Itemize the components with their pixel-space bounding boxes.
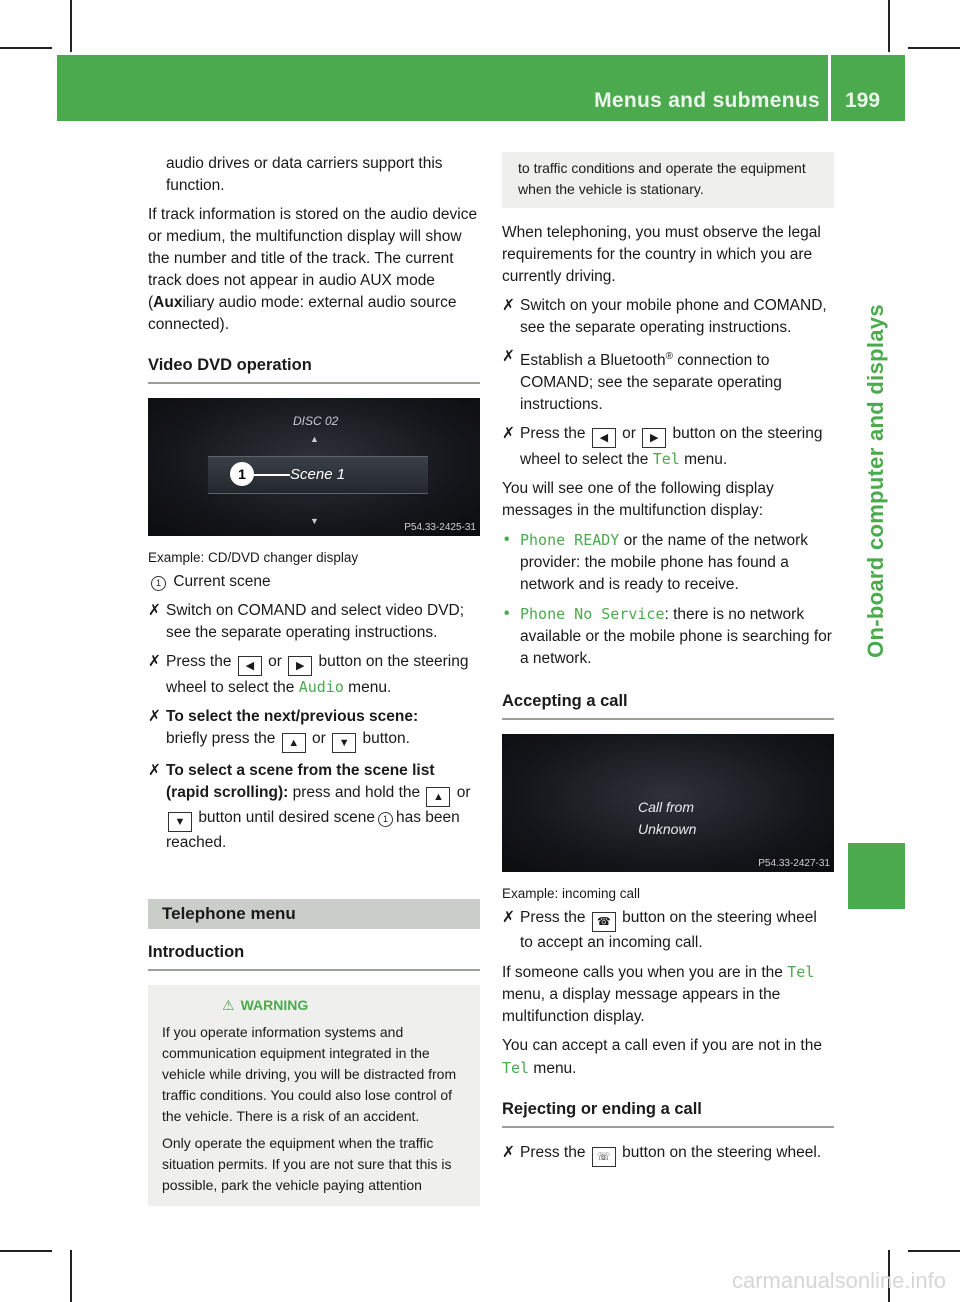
list-item: • Phone No Service: there is no network available or the mobile phone is searching for a network. xyxy=(504,605,832,668)
watermark: carmanualsonline.info xyxy=(731,1268,946,1293)
side-tab-marker xyxy=(848,843,905,909)
warning-text: If you operate information systems and communication equipment integrated in the vehicle while driving, you will be distracted from traffic conditions. You could also lose control of the vehicle. There is a risk of an accident. xyxy=(162,1024,457,1124)
step-arrow-icon: ✗ xyxy=(502,297,515,314)
right-button-icon: ▶ xyxy=(288,656,312,676)
right-button-icon: ▶ xyxy=(642,428,666,448)
paragraph: When telephoning, you must observe the legal requirements for the country in which you are currently driving. xyxy=(502,224,821,285)
step-arrow-icon: ✗ xyxy=(502,909,515,927)
step: ✗ Press the ◀ or ▶ button on the steering wheel to select the Tel menu. xyxy=(502,425,823,469)
caller-name: Unknown xyxy=(638,821,697,838)
side-tab xyxy=(848,121,905,841)
step-arrow-icon: ✗ xyxy=(502,425,515,443)
warning-text: Only operate the equipment when the traffic situation permits. If you are not sure that this is possible, park the vehicle paying attention xyxy=(162,1135,452,1193)
step: ✗ Switch on your mobile phone and COMAND, see the separate operating instructions. xyxy=(502,297,827,336)
image-reference: P54.33-2425-31 xyxy=(404,522,476,533)
up-button-icon: ▲ xyxy=(426,787,450,807)
call-from-label: Call from xyxy=(638,799,695,816)
crop-mark xyxy=(908,47,960,49)
page-title: Menus and submenus xyxy=(594,89,820,112)
side-tab-label: On-board computer and displays xyxy=(863,304,888,658)
section-telephone-menu: Telephone menu xyxy=(148,899,480,929)
callout-line xyxy=(254,474,290,476)
arrow-up-icon: ▲ xyxy=(310,434,319,444)
crop-mark xyxy=(0,47,52,49)
display-image-call xyxy=(502,734,834,872)
up-button-icon: ▲ xyxy=(282,733,306,753)
callout-marker-icon: 1 xyxy=(151,576,166,591)
step: ✗ To select the next/previous scene: briefly press the ▲ or ▼ button. xyxy=(148,706,480,753)
down-button-icon: ▼ xyxy=(332,733,356,753)
phone-end-button-icon: ☏ xyxy=(592,1147,616,1167)
down-button-icon: ▼ xyxy=(168,812,192,832)
paragraph: audio drives or data carriers support this function. xyxy=(166,155,443,194)
paragraph: You can accept a call even if you are not in the Tel menu. xyxy=(502,1037,822,1078)
disc-label: DISC 02 xyxy=(293,414,339,428)
scene-label: Scene 1 xyxy=(290,466,346,483)
step: ✗ Press the ☏ button on the steering wheel. xyxy=(502,1142,834,1167)
crop-mark xyxy=(888,0,890,52)
left-button-icon: ◀ xyxy=(238,656,262,676)
paragraph: You will see one of the following display messages in the multifunction display: xyxy=(502,480,774,520)
left-column xyxy=(148,153,480,1206)
caption: Example: CD/DVD changer display xyxy=(148,550,359,565)
step-arrow-icon: ✗ xyxy=(148,708,161,725)
right-column xyxy=(502,152,834,1174)
step: ✗ Press the ◀ or ▶ button on the steering wheel to select the Audio menu. xyxy=(148,653,469,696)
caption: Example: incoming call xyxy=(502,886,641,902)
image-reference: P54.33-2427-31 xyxy=(758,858,830,870)
step: ✗ Press the ☎ button on the steering wheel to accept an incoming call. xyxy=(502,909,817,952)
phone-accept-button-icon: ☎ xyxy=(592,912,616,932)
legend-item: 1 Current scene xyxy=(148,571,480,593)
step-arrow-icon: ✗ xyxy=(502,348,515,365)
header-separator xyxy=(828,55,831,121)
warning-heading: ⚠ WARNING xyxy=(222,997,309,1013)
heading-video-dvd: Video DVD operation xyxy=(148,354,480,384)
display-image-dvd xyxy=(148,398,480,536)
heading-rejecting-call: Rejecting or ending a call xyxy=(502,1098,834,1128)
crop-mark xyxy=(0,1250,52,1252)
warning-box-continued: to traffic conditions and operate the equipment when the vehicle is stationary. xyxy=(502,152,834,208)
paragraph: If track information is stored on the audio device or medium, the multifunction display will show the number and title of the track. The current track does not appear in audio AUX mode (Auxiliary audio mode: external audio source connected). xyxy=(148,206,478,333)
arrow-down-icon: ▼ xyxy=(310,516,319,526)
step-arrow-icon: ✗ xyxy=(148,653,161,670)
paragraph: If someone calls you when you are in the Tel menu, a display message appears in the multifunction display. xyxy=(502,963,815,1026)
crop-mark xyxy=(908,1250,960,1252)
crop-mark xyxy=(70,0,72,52)
page-number: 199 xyxy=(845,89,881,112)
crop-mark xyxy=(70,1250,72,1302)
callout-marker-icon: 1 xyxy=(378,812,393,827)
warning-box xyxy=(148,985,480,1206)
step: ✗ Switch on COMAND and select video DVD; see the separate operating instructions. xyxy=(148,602,465,641)
left-button-icon: ◀ xyxy=(592,428,616,448)
bullet-icon: • xyxy=(504,605,510,623)
bullet-icon: • xyxy=(504,531,510,549)
callout-marker: 1 xyxy=(230,462,254,486)
step-arrow-icon: ✗ xyxy=(148,602,161,619)
step: ✗ To select a scene from the scene list (rapid scrolling): press and hold the ▲ or ▼ button until desired scene 1 has been reached. xyxy=(148,762,471,851)
step: ✗ Establish a Bluetooth® connection to COMAND; see the separate operating instructions. xyxy=(502,348,782,414)
step-arrow-icon: ✗ xyxy=(148,762,161,779)
list-item: • Phone READY or the name of the network provider: the mobile phone has found a network and is ready to receive. xyxy=(504,531,809,594)
heading-introduction: Introduction xyxy=(148,941,480,971)
heading-accepting-call: Accepting a call xyxy=(502,690,834,720)
step-arrow-icon: ✗ xyxy=(502,1144,515,1162)
warning-triangle-icon: ⚠ xyxy=(222,997,235,1013)
